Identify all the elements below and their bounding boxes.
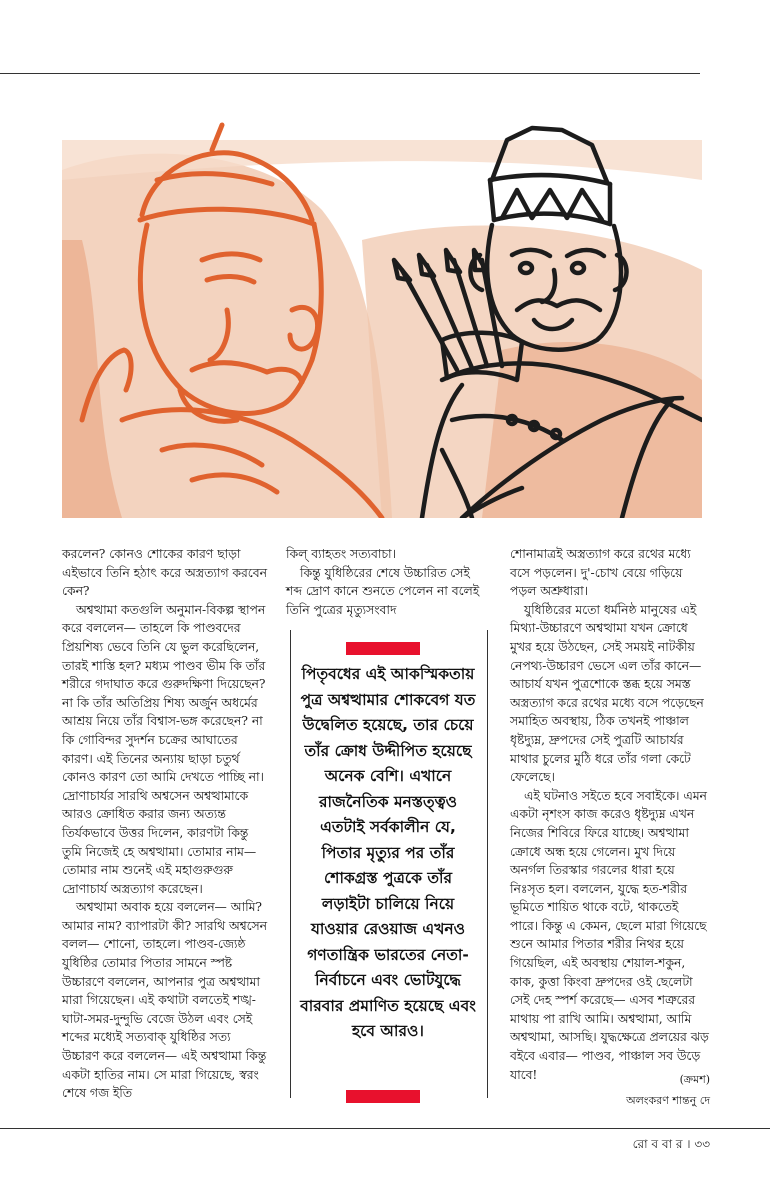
column-1 [62,545,270,1103]
paragraph: কিল্ ব্যাহতং সত্যবাচা। [286,547,396,561]
paragraph: অশ্বত্থামা কতগুলি অনুমান-বিকল্প স্থাপন করে বললেন— তাহলে কি পাণ্ডবদের প্রিয়শিষ্য ভেবে তিনি যে ভুল করেছিলেন, তারই শাস্তি হল? মধ্যম পাণ্ডব ভীম কি তাঁর শরীরে গদাঘাত করে গুরুদক্ষিণা দিয়েছেন? না কি তাঁর অতিপ্রিয় শিষ্য অর্জুন অধর্মের আশ্রয় নিয়ে তাঁর বিশ্বাস-ভঙ্গ করেছেন? না কি গোবিন্দর সুদর্শন চক্রের আঘাতের কারণ। এই তিনের অন্যায় ছাড়া চতুর্থ কোনও কারণ তো আমি দেখতে পাচ্ছি না। দ্রোণাচার্যর সারথি অশ্বসেন অশ্বত্থামাকে আরও ক্রোধিত করার জন্য অত্যন্ত তির্যকভাবে উত্তর দিলেন, কারণটা কিন্তু তুমি নিজেই হে অশ্বত্থামা। তোমার নাম— তোমার নাম শুনেই এই মহাগুরুগুরু দ্রোণাচার্য অস্ত্রত্যাগ করেছেন। [62,602,266,896]
paragraph: শোনামাত্রই অস্ত্রত্যাগ করে রথের মধ্যে বসে পড়লেন। দু'-চোখ বেয়ে গড়িয়ে পড়ল অশ্রুধারা। [510,547,691,599]
column-3 [510,545,710,1084]
paragraph: যুধিষ্ঠিরের মতো ধর্মনিষ্ঠ মানুষের এই মিথ্যা-উচ্চারণে অশ্বত্থামা যখন ক্রোধে মুখর হয়ে উঠছেন, সেই সময়ই নাটকীয় নেপথ্য-উচ্চারণ ভেসে এল তাঁর কানে— আচার্য যখন পুত্রশোকে স্তব্ধ হয়ে সমস্ত অস্ত্রত্যাগ করে রথের মধ্যে বসে পড়েছেন সমাহিত অবস্থায়, ঠিক তখনই পাঞ্চাল ধৃষ্টদ্যুম্ন, দ্রুপদের সেই পুত্রটি আচার্যর মাথার চুলের মুঠি ধরে তাঁর গলা কেটে ফেলেছে। [510,602,704,785]
top-rule [0,73,700,74]
continued-label: (ক্রমশ) [679,1073,710,1086]
paragraph: কিন্তু যুধিষ্ঠিরের শেষে উচ্চারিত সেই শব্দ দ্রোণ কানে শুনতে পেলেন না বলেই তিনি পুত্রের মৃত্যুসংবাদ [286,565,480,617]
bottom-rule [0,1128,770,1129]
pullquote-top-bar [346,642,420,655]
paragraph: করলেন? কোনও শোকের কারণ ছাড়া এইভাবে তিনি হঠাৎ করে অস্ত্রত্যাগ করবেন কেন? [62,547,267,599]
paragraph: এই ঘটনাও সইতে হবে সবাইকে। এমন একটা নৃশংস কাজ করেও ধৃষ্টদ্যুম্ন এখন নিজের শিবিরে ফিরে যাচ্ছে। অশ্বত্থামা ক্রোধে অন্ধ হয়ে গেলেন। মুখ দিয়ে অনর্গল তিরস্কার গরলের ধারা হয়ে নিঃসৃত হল। বললেন, যুদ্ধে হত-শরীর ভূমিতে শায়িত থাকে বটে, থাকতেই পারে। কিন্তু এ কেমন, ছেলে মারা গিয়েছে শুনে আমার পিতার শরীর নিথর হয়ে গিয়েছিল, এই অবস্থায় শেয়াল-শকুন, কাক, কুত্তা কিংবা দ্রুপদের ওই ছেলেটা সেই দেহ স্পর্শ করেছে— এসব শত্রুরের মাথায় পা রাখি আমি। অশ্বত্থামা, আমি অশ্বত্থামা, আসছি। যুদ্ধক্ষেত্রে প্রলয়ের ঝড় বইবে এবার— পাণ্ডব, পাঞ্চাল সব উড়ে যাবে! [510,788,709,1082]
column-2 [286,545,484,619]
pullquote-text: পিতৃবধের এই আকস্মিকতায় পুত্র অশ্বত্থামার শোকবেগ যত উদ্বেলিত হয়েছে, তার চেয়ে তাঁর ক্রোধ উদ্দীপিত হয়েছে অনেক বেশি। এখানে রাজনৈতিক মনস্তত্ত্বও এতটাই সর্বকালীন যে, পিতার মৃত্যুর পর তাঁর শোকগ্রস্ত পুত্রকে তাঁর লড়াইটা চালিয়ে নিয়ে যাওয়ার রেওয়াজ এখনও গণতান্ত্রিক ভারতের নেতা-নির্বাচনে এবং ভোটযুদ্ধে বারবার প্রমাণিত হয়েছে এবং হবে আরও। [300,665,476,1040]
page-folio: রো ব বা র । ৩৩ [632,1137,710,1151]
illustration-drona-ashwatthama [62,120,702,518]
pullquote-bottom-bar [346,1090,420,1103]
paragraph: অশ্বত্থামা অবাক হয়ে বললেন— আমি? আমার নাম? ব্যাপারটা কী? সারথি অশ্বসেন বলল— শোনো, তাহলে। পাণ্ডব-জ্যেষ্ঠ যুধিষ্ঠির তোমার পিতার সামনে স্পষ্ট উচ্চারণে বললেন, আপনার পুত্র অশ্বত্থামা মারা গিয়েছেন। এই কথাটা বলতেই শঙ্খ-ঘাটা-সমর-দুন্দুভি বেজে উঠল এবং সেই শব্দের মধ্যেই সত্যবাক্ যুধিষ্ঠির সত্য উচ্চারণ করে বললেন— এই অশ্বত্থামা কিন্তু একটা হাতির নাম। সে মারা গিয়েছে, স্বরং শেষে গজ ইতি [62,900,268,1101]
illustration-credit: অলংকরণ শান্তনু দে [626,1094,710,1107]
